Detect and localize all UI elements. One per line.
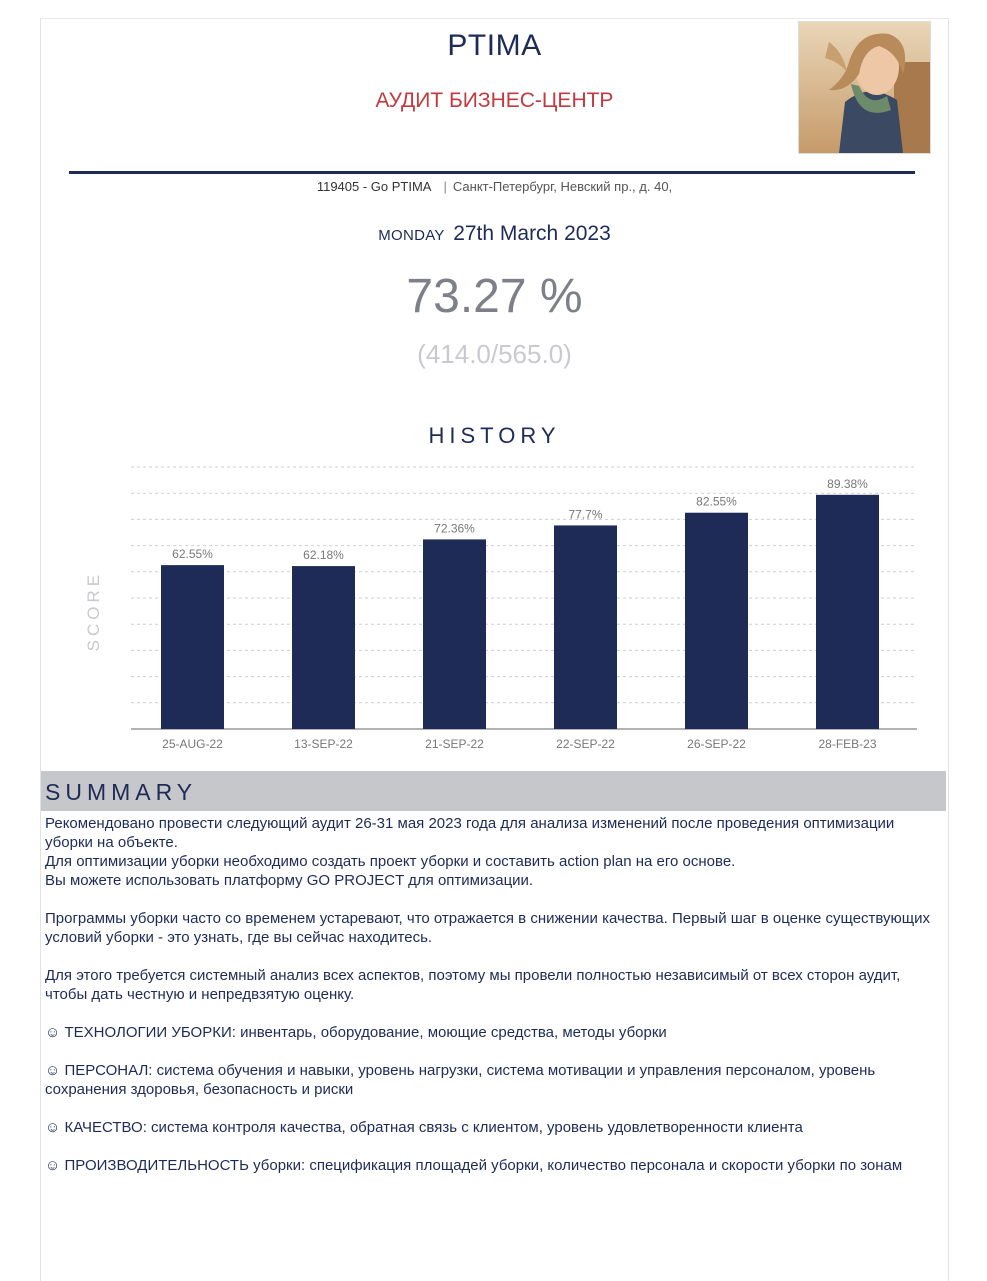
bar-value-label: 62.55% (172, 547, 213, 562)
summary-paragraph: Для этого требуется системный анализ всех аспектов, поэтому мы провели полностью независимый от всех сторон аудит, чтобы дать честную и непредвзятую оценку. (45, 967, 901, 1003)
score-points: (414.0/565.0) (417, 339, 572, 369)
summary-bullet-quality: ☺ КАЧЕСТВО: система контроля качества, обратная связь с клиентом, уровень удовлетворенности клиента (45, 1119, 803, 1136)
bar-22-sep-22 (554, 525, 617, 729)
summary-line: Для оптимизации уборки необходимо создать проект уборки и составить action plan на его основе. (45, 853, 736, 870)
site-code: 119405 - Go PTIMA (316, 179, 432, 194)
history-chart (41, 459, 946, 759)
x-tick-label: 13-SEP-22 (294, 737, 353, 751)
brand-title: PTIMA (447, 29, 542, 62)
x-tick-label: 25-AUG-22 (162, 737, 223, 751)
bar-value-label: 82.55% (696, 494, 737, 509)
bar-value-label: 62.18% (303, 548, 344, 563)
summary-line: Вы можете использовать платформу GO PROJECT для оптимизации. (45, 872, 534, 889)
bar-value-label: 77.7% (568, 507, 603, 522)
report-page (40, 18, 949, 1281)
header-divider (69, 171, 915, 174)
x-tick-label: 26-SEP-22 (687, 737, 746, 751)
summary-line: Рекомендовано провести следующий аудит 26-31 мая 2023 года для анализа изменений после проведения оптимизации уборки на объекте. (45, 815, 895, 851)
bar-13-sep-22 (292, 566, 355, 729)
bar-26-sep-22 (685, 513, 748, 729)
profile-photo (798, 21, 931, 154)
audit-weekday: MONDAY (378, 227, 445, 244)
summary-title: SUMMARY (45, 779, 198, 805)
summary-header (41, 771, 946, 811)
bar-28-feb-23 (816, 495, 879, 729)
summary-bullet-productivity: ☺ ПРОИЗВОДИТЕЛЬНОСТЬ уборки: спецификация площадей уборки, количество персонала и скорости уборки по зонам (45, 1157, 903, 1174)
y-axis-label: SCORE (84, 570, 103, 652)
report-subtitle: АУДИТ БИЗНЕС-ЦЕНТР (375, 89, 614, 112)
bar-21-sep-22 (423, 539, 486, 729)
x-tick-label: 28-FEB-23 (818, 737, 877, 751)
bar-value-label: 89.38% (827, 476, 868, 491)
address-line (41, 179, 948, 194)
bar-value-label: 72.36% (434, 521, 475, 536)
address-separator: | (443, 179, 447, 194)
bar-25-aug-22 (161, 565, 224, 729)
summary-body (45, 814, 941, 1194)
summary-bullet-personnel: ☺ ПЕРСОНАЛ: система обучения и навыки, уровень нагрузки, система мотивации и управления персоналом, уровень сохранения здоровья, безопасность и риски (45, 1062, 876, 1098)
score-percent: 73.27 % (406, 270, 583, 323)
audit-date (41, 222, 948, 246)
summary-bullet-technology: ☺ ТЕХНОЛОГИИ УБОРКИ: инвентарь, оборудование, моющие средства, методы уборки (45, 1024, 667, 1041)
audit-full-date: 27th March 2023 (453, 222, 611, 245)
history-title: HISTORY (428, 423, 561, 448)
x-tick-label: 22-SEP-22 (556, 737, 615, 751)
x-tick-label: 21-SEP-22 (425, 737, 484, 751)
site-address: Санкт-Петербург, Невский пр., д. 40, (452, 179, 673, 194)
profile-photo-image (799, 22, 930, 153)
summary-paragraph: Программы уборки часто со временем устаревают, что отражается в снижении качества. Первый шаг в оценке существующих условий уборки - это узнать, где вы сейчас находитесь. (45, 910, 931, 946)
